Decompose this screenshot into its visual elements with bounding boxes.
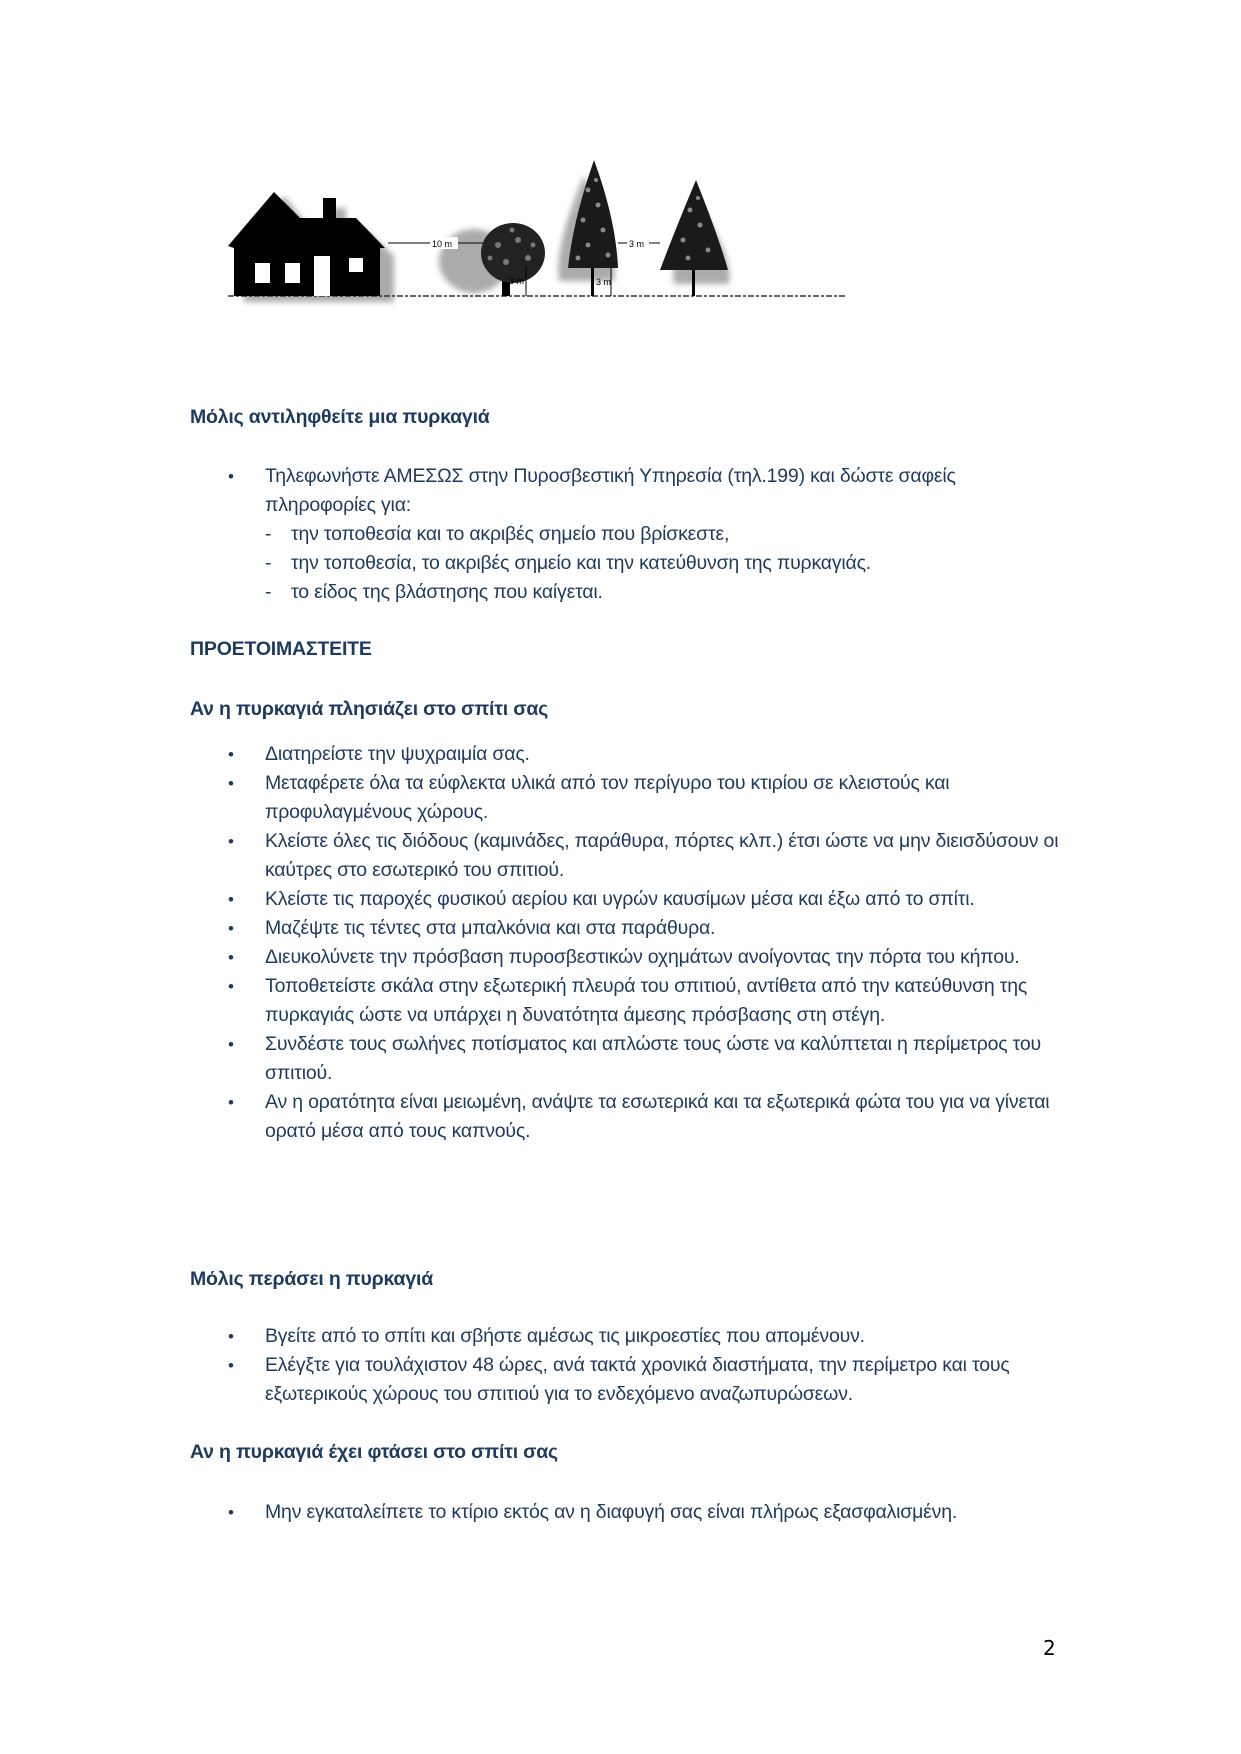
- bullet-icon: •: [228, 745, 234, 764]
- bullet-list-upon-noticing-fire: [0, 462, 1065, 607]
- list-item-text: Βγείτε από το σπίτι και σβήστε αμέσως τις μικροεστίες που απομένουν.: [265, 1325, 865, 1347]
- bullet-list-fire-approaching: [0, 740, 1065, 1146]
- list-item: [0, 462, 1065, 607]
- bullet-icon: •: [228, 1093, 234, 1112]
- house-icon: [228, 192, 385, 296]
- list-item: [0, 827, 1065, 885]
- section-heading-upon-noticing-fire: Μόλις αντιληφθείτε μια πυρκαγιά: [190, 406, 490, 428]
- label-3m-2: 3 m: [596, 277, 612, 287]
- list-item-text: Συνδέστε τους σωλήνες ποτίσματος και απλώστε τους ώστε να καλύπτεται η περίμετρος του σπιτιού.: [265, 1033, 1042, 1084]
- dash-icon: -: [265, 552, 272, 574]
- list-item: [0, 1351, 1065, 1409]
- bullet-list-fire-reached-home: [0, 1498, 1065, 1527]
- list-item-text: Τηλεφωνήστε ΑΜΕΣΩΣ στην Πυροσβεστική Υπηρεσία (τηλ.199) και δώστε σαφείς πληροφορίες για:: [265, 465, 956, 516]
- bullet-icon: •: [228, 948, 234, 967]
- list-item-text: Τοποθετείστε σκάλα στην εξωτερική πλευρά του σπιτιού, αντίθετα από την κατεύθυνση της πυρκαγιάς ώστε να υπάρχει η δυνατότητα άμεσης πρόσβασης στη στέγη.: [265, 975, 1028, 1026]
- bullet-icon: •: [228, 1327, 234, 1346]
- label-3m-3: 3 m: [629, 239, 645, 249]
- house-trees-spacing-illustration: [228, 150, 848, 350]
- bullet-list-after-fire: [0, 1322, 1065, 1409]
- bullet-icon: •: [228, 890, 234, 909]
- section-heading-fire-approaching: Αν η πυρκαγιά πλησιάζει στο σπίτι σας: [190, 698, 549, 720]
- list-item: [0, 885, 1065, 914]
- list-item-text: Διευκολύνετε την πρόσβαση πυροσβεστικών οχημάτων ανοίγοντας την πόρτα του κήπου.: [265, 946, 1020, 968]
- list-item-text: Αν η ορατότητα είναι μειωμένη, ανάψτε τα εσωτερικά και τα εξωτερικά φώτα του για να γίνεται ορατό μέσα από τους καπνούς.: [265, 1091, 1050, 1142]
- section-heading-fire-reached-home: Αν η πυρκαγιά έχει φτάσει στο σπίτι σας: [190, 1441, 558, 1463]
- list-item: [0, 1322, 1065, 1351]
- list-item: [0, 943, 1065, 972]
- bullet-icon: •: [228, 774, 234, 793]
- list-item-text: Μην εγκαταλείπετε το κτίριο εκτός αν η διαφυγή σας είναι πλήρως εξασφαλισμένη.: [265, 1501, 958, 1523]
- bullet-icon: •: [228, 832, 234, 851]
- sub-list-item: [265, 520, 1065, 549]
- list-item: [0, 769, 1065, 827]
- bullet-icon: •: [228, 919, 234, 938]
- list-item-text: Ελέγξτε για τουλάχιστον 48 ώρες, ανά τακτά χρονικά διαστήματα, την περίμετρο και τους εξωτερικούς χώρους του σπιτιού για το ενδεχόμενο αναζωπυρώσεων.: [265, 1354, 1010, 1405]
- section-heading-after-fire: Μόλις περάσει η πυρκαγιά: [190, 1268, 433, 1290]
- bullet-icon: •: [228, 467, 234, 486]
- sub-list-item-text: την τοποθεσία, το ακριβές σημείο και την κατεύθυνση της πυρκαγιάς.: [291, 552, 871, 574]
- sub-list-item-text: την τοποθεσία και το ακριβές σημείο που βρίσκεστε,: [291, 523, 730, 545]
- list-item-text: Διατηρείστε την ψυχραιμία σας.: [265, 743, 530, 765]
- label-3m-1: 3 m: [509, 276, 525, 286]
- list-item: [0, 972, 1065, 1030]
- bullet-icon: •: [228, 1356, 234, 1375]
- list-item: [0, 1498, 1065, 1527]
- list-item: [0, 914, 1065, 943]
- list-item-text: Κλείστε τις παροχές φυσικού αερίου και υγρών καυσίμων μέσα και έξω από το σπίτι.: [265, 888, 975, 910]
- bullet-icon: •: [228, 1035, 234, 1054]
- list-item-text: Μεταφέρετε όλα τα εύφλεκτα υλικά από τον περίγυρο του κτιρίου σε κλειστούς και προφυλαγμένους χώρους.: [265, 772, 950, 823]
- dash-icon: -: [265, 523, 272, 545]
- section-heading-prepare: ΠΡΟΕΤΟΙΜΑΣΤΕΙΤΕ: [190, 638, 372, 660]
- list-item: [0, 740, 1065, 769]
- sub-list-item: [265, 549, 1065, 578]
- list-item: [0, 1030, 1065, 1088]
- bullet-icon: •: [228, 977, 234, 996]
- sub-list-item-text: το είδος της βλάστησης που καίγεται.: [291, 581, 603, 603]
- dash-icon: -: [265, 581, 272, 603]
- label-10m: 10 m: [432, 239, 453, 249]
- sub-list-item: [265, 578, 1065, 607]
- list-item: [0, 1088, 1065, 1146]
- bullet-icon: •: [228, 1503, 234, 1522]
- page-number: 2: [1043, 1636, 1056, 1660]
- list-item-text: Μαζέψτε τις τέντες στα μπαλκόνια και στα παράθυρα.: [265, 917, 716, 939]
- list-item-text: Κλείστε όλες τις διόδους (καμινάδες, παράθυρα, πόρτες κλπ.) έτσι ώστε να μην διεισδύσουν οι καύτρες στο εσωτερικό του σπιτιού.: [265, 830, 1059, 881]
